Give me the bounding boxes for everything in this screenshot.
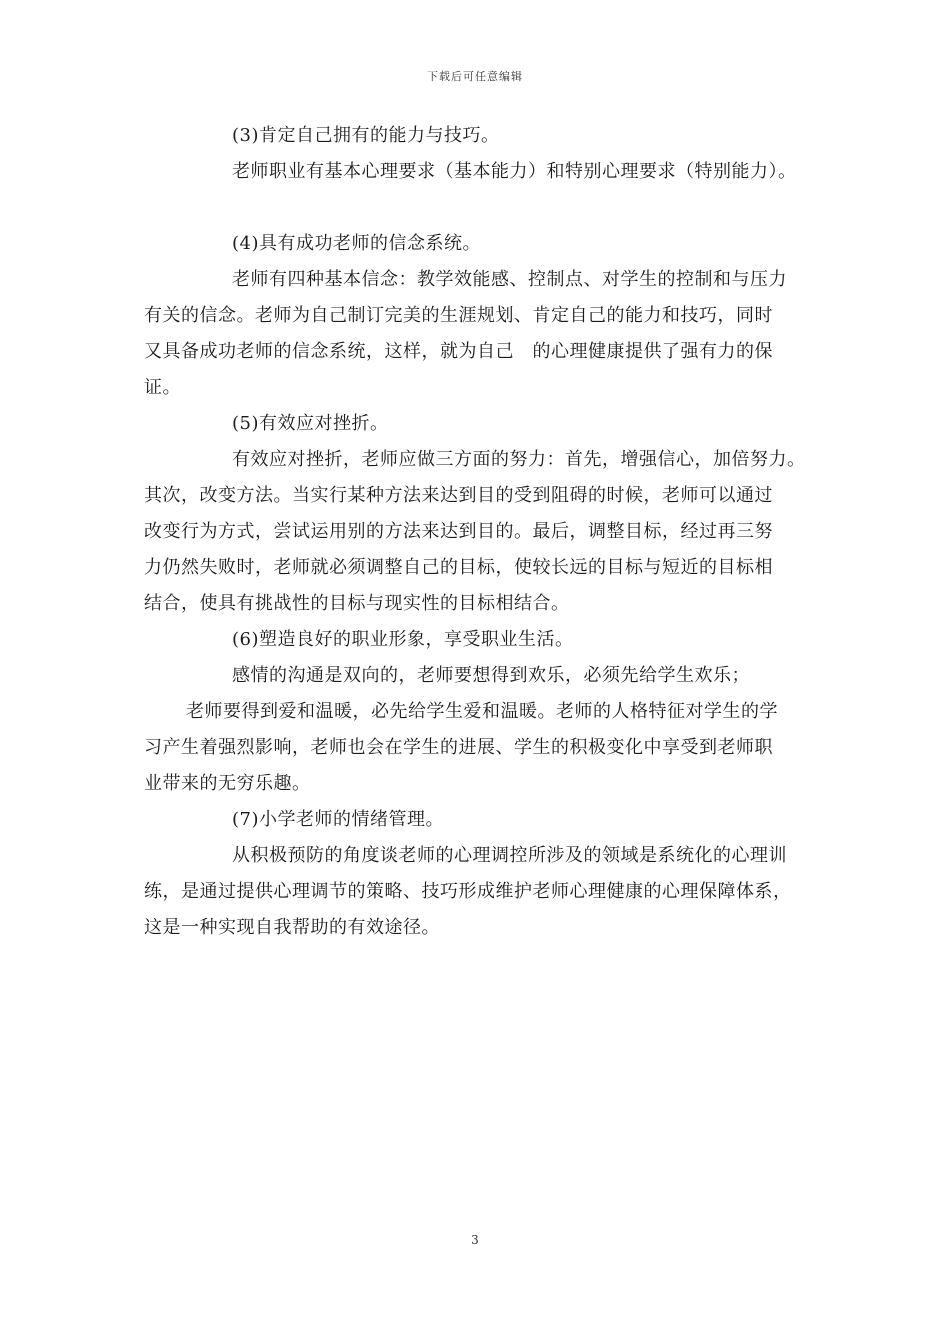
paragraph-line: 力仍然失败时，老师就必须调整自己的目标，使较长远的目标与短近的目标相	[144, 557, 773, 578]
section-heading-5: (5)有效应对挫折。	[232, 413, 389, 434]
page-number: 3	[471, 1233, 479, 1247]
paragraph-line: 练，是通过提供心理调节的策略、技巧形成维护老师心理健康的心理保障体系，	[144, 881, 792, 902]
section-heading-6: (6)塑造良好的职业形象，享受职业生活。	[232, 629, 574, 650]
paragraph-line: 老师职业有基本心理要求（基本能力）和特别心理要求（特别能力）。	[232, 161, 797, 182]
document-body	[144, 118, 816, 946]
section-heading-4: (4)具有成功老师的信念系统。	[232, 233, 481, 254]
paragraph-line: 有关的信念。老师为自己制订完美的生涯规划、肯定自己的能力和技巧，同时	[144, 305, 773, 326]
paragraph-line: 证。	[144, 377, 181, 398]
paragraph-line: 习产生着强烈影响，老师也会在学生的进展、学生的积极变化中享受到老师职	[144, 737, 773, 758]
paragraph-line: 业带来的无穷乐趣。	[144, 773, 311, 794]
paragraph-line: 感情的沟通是双向的，老师要想得到欢乐，必须先给学生欢乐；	[232, 665, 750, 686]
paragraph-line: 结合，使具有挑战性的目标与现实性的目标相结合。	[144, 593, 570, 614]
paragraph-line: 其次，改变方法。当实行某种方法来达到目的受到阻碍的时候，老师可以通过	[144, 485, 773, 506]
paragraph-line: 老师要得到爱和温暖，必先给学生爱和温暖。老师的人格特征对学生的学	[186, 701, 778, 722]
page-header: 下载后可任意编辑	[427, 70, 523, 83]
paragraph-line: 从积极预防的角度谈老师的心理调控所涉及的领域是系统化的心理训	[232, 845, 787, 866]
section-heading-3: (3)肯定自己拥有的能力与技巧。	[232, 125, 500, 146]
paragraph-line: 改变行为方式，尝试运用别的方法来达到目的。最后，调整目标，经过再三努	[144, 521, 773, 542]
paragraph-line: 又具备成功老师的信念系统，这样，就为自己 的心理健康提供了强有力的保	[144, 341, 773, 362]
paragraph-line: 老师有四种基本信念：教学效能感、控制点、对学生的控制和与压力	[232, 269, 787, 290]
paragraph-gap	[144, 190, 816, 226]
paragraph-line: 有效应对挫折，老师应做三方面的努力：首先，增强信心，加倍努力。	[232, 449, 806, 470]
section-heading-7: (7)小学老师的情绪管理。	[232, 809, 444, 830]
paragraph-line: 这是一种实现自我帮助的有效途径。	[144, 917, 440, 938]
